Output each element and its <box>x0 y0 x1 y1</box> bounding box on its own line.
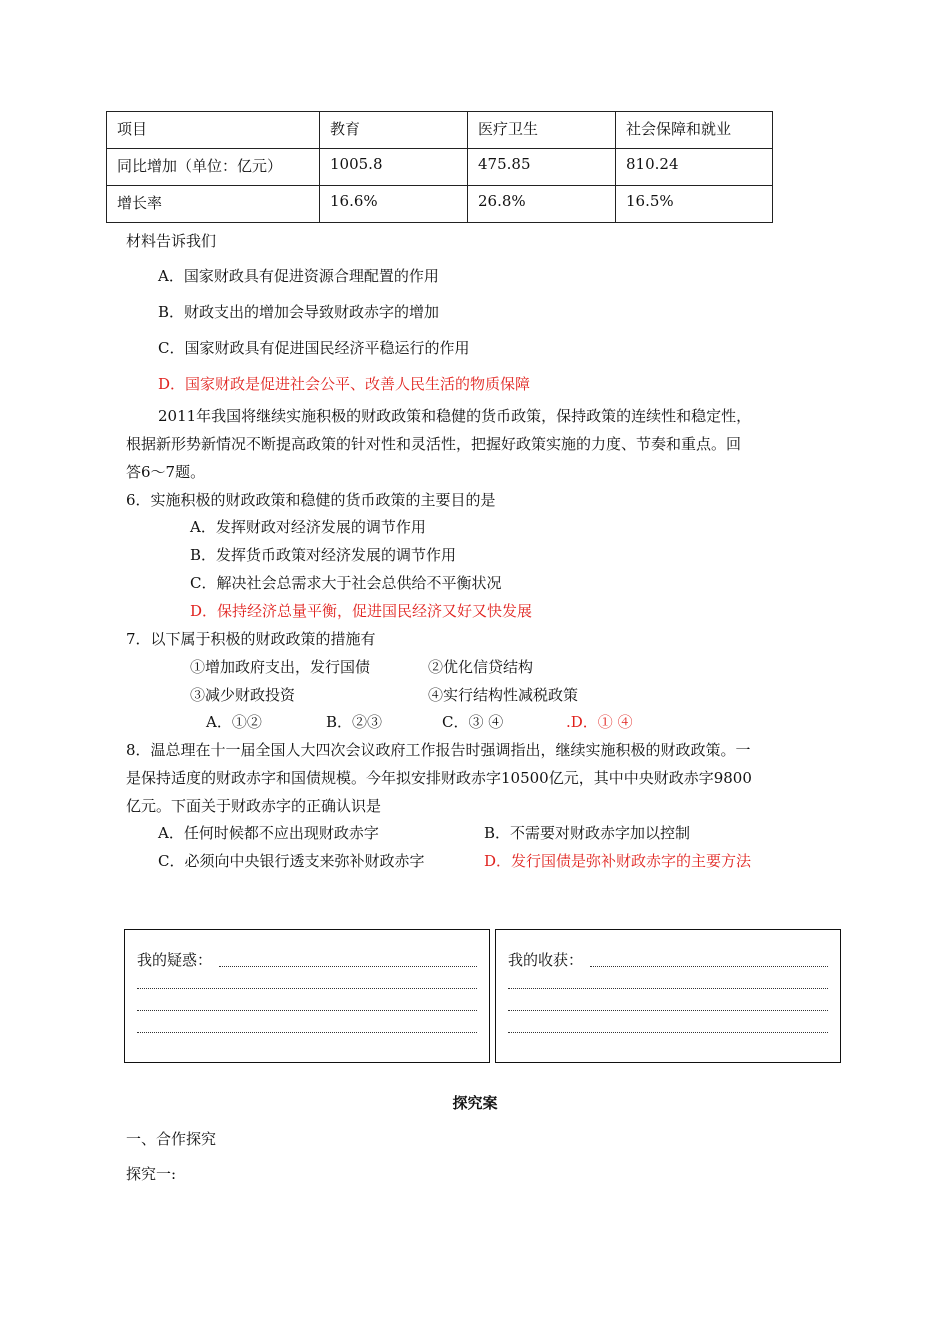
q5-option-b: B．财政支出的增加会导致财政赤字的增加 <box>158 303 440 321</box>
writing-line <box>219 966 477 967</box>
writing-line <box>590 966 828 967</box>
q7-option-a: A．①② <box>206 713 262 731</box>
passage-line: 答6～7题。 <box>126 463 206 481</box>
q8-option-c: C．必须向中央银行透支来弥补财政赤字 <box>158 852 425 870</box>
gain-label: 我的收获： <box>508 951 584 969</box>
q5-option-c: C．国家财政具有促进国民经济平稳运行的作用 <box>158 339 470 357</box>
q8-option-b: B．不需要对财政赤字加以控制 <box>484 824 691 842</box>
doubt-label: 我的疑惑： <box>137 951 213 969</box>
writing-line <box>137 1010 477 1011</box>
q7-item-3: ③减少财政投资 <box>190 686 296 704</box>
table-row <box>107 149 773 186</box>
writing-line <box>137 988 477 989</box>
q6-option-a: A．发挥财政对经济发展的调节作用 <box>190 518 426 536</box>
q7-stem: 7．以下属于积极的财政政策的措施有 <box>126 630 376 648</box>
section-title: 探究案 <box>452 1094 498 1112</box>
table-header-row <box>107 112 773 149</box>
writing-line <box>137 1032 477 1033</box>
q8-option-d-answer: D．发行国债是弥补财政赤字的主要方法 <box>484 852 752 870</box>
q5-option-a: A．国家财政具有促进资源合理配置的作用 <box>158 267 439 285</box>
growth-table <box>106 111 773 223</box>
heading-inquiry-one: 探究一: <box>126 1165 177 1183</box>
q7-item-4: ④实行结构性减税政策 <box>428 686 579 704</box>
q8-option-a: A．任何时候都不应出现财政赤字 <box>158 824 379 842</box>
passage-line: 根据新形势新情况不断提高政策的针对性和灵活性，把握好政策实施的力度、节奏和重点。回 <box>126 435 742 453</box>
q8-stem-line: 是保持适度的财政赤字和国债规模。今年拟安排财政赤字10500亿元，其中中央财政赤字9800 <box>126 769 752 787</box>
table-cell: 475.85 <box>468 149 616 186</box>
q8-stem-line: 亿元。下面关于财政赤字的正确认识是 <box>126 797 382 815</box>
q7-option-b: B．②③ <box>326 713 383 731</box>
q8-stem-line: 8．温总理在十一届全国人大四次会议政府工作报告时强调指出，继续实施积极的财政政策。一 <box>126 741 751 759</box>
q6-option-b: B．发挥货币政策对经济发展的调节作用 <box>190 546 457 564</box>
passage-line: 2011年我国将继续实施积极的财政政策和稳健的货币政策，保持政策的连续性和稳定性， <box>158 407 752 425</box>
q7-option-d-answer: .D．① ④ <box>566 713 633 731</box>
table-header-cell: 教育 <box>320 112 468 149</box>
q6-option-c: C．解决社会总需求大于社会总供给不平衡状况 <box>190 574 502 592</box>
table-header-cell: 项目 <box>107 112 320 149</box>
table-cell: 26.8% <box>468 186 616 223</box>
table-header-cell: 社会保障和就业 <box>616 112 773 149</box>
table-cell: 1005.8 <box>320 149 468 186</box>
doubt-box[interactable] <box>124 929 490 1063</box>
table-cell: 810.24 <box>616 149 773 186</box>
writing-line <box>508 988 828 989</box>
table-cell: 16.6% <box>320 186 468 223</box>
table-cell: 16.5% <box>616 186 773 223</box>
table-row <box>107 186 773 223</box>
gain-box[interactable] <box>495 929 841 1063</box>
q6-option-d-answer: D．保持经济总量平衡，促进国民经济又好又快发展 <box>190 602 533 620</box>
writing-line <box>508 1032 828 1033</box>
heading-cooperative-inquiry: 一、合作探究 <box>126 1130 217 1148</box>
table-cell: 增长率 <box>107 186 320 223</box>
q5-stem: 材料告诉我们 <box>126 232 217 250</box>
writing-line <box>508 1010 828 1011</box>
q7-item-1: ①增加政府支出，发行国债 <box>190 658 371 676</box>
q7-item-2: ②优化信贷结构 <box>428 658 534 676</box>
table-cell: 同比增加（单位：亿元） <box>107 149 320 186</box>
table-header-cell: 医疗卫生 <box>468 112 616 149</box>
q7-option-c: C．③ ④ <box>442 713 504 731</box>
q5-option-d-answer: D．国家财政是促进社会公平、改善人民生活的物质保障 <box>158 375 531 393</box>
q6-stem: 6．实施积极的财政政策和稳健的货币政策的主要目的是 <box>126 491 496 509</box>
